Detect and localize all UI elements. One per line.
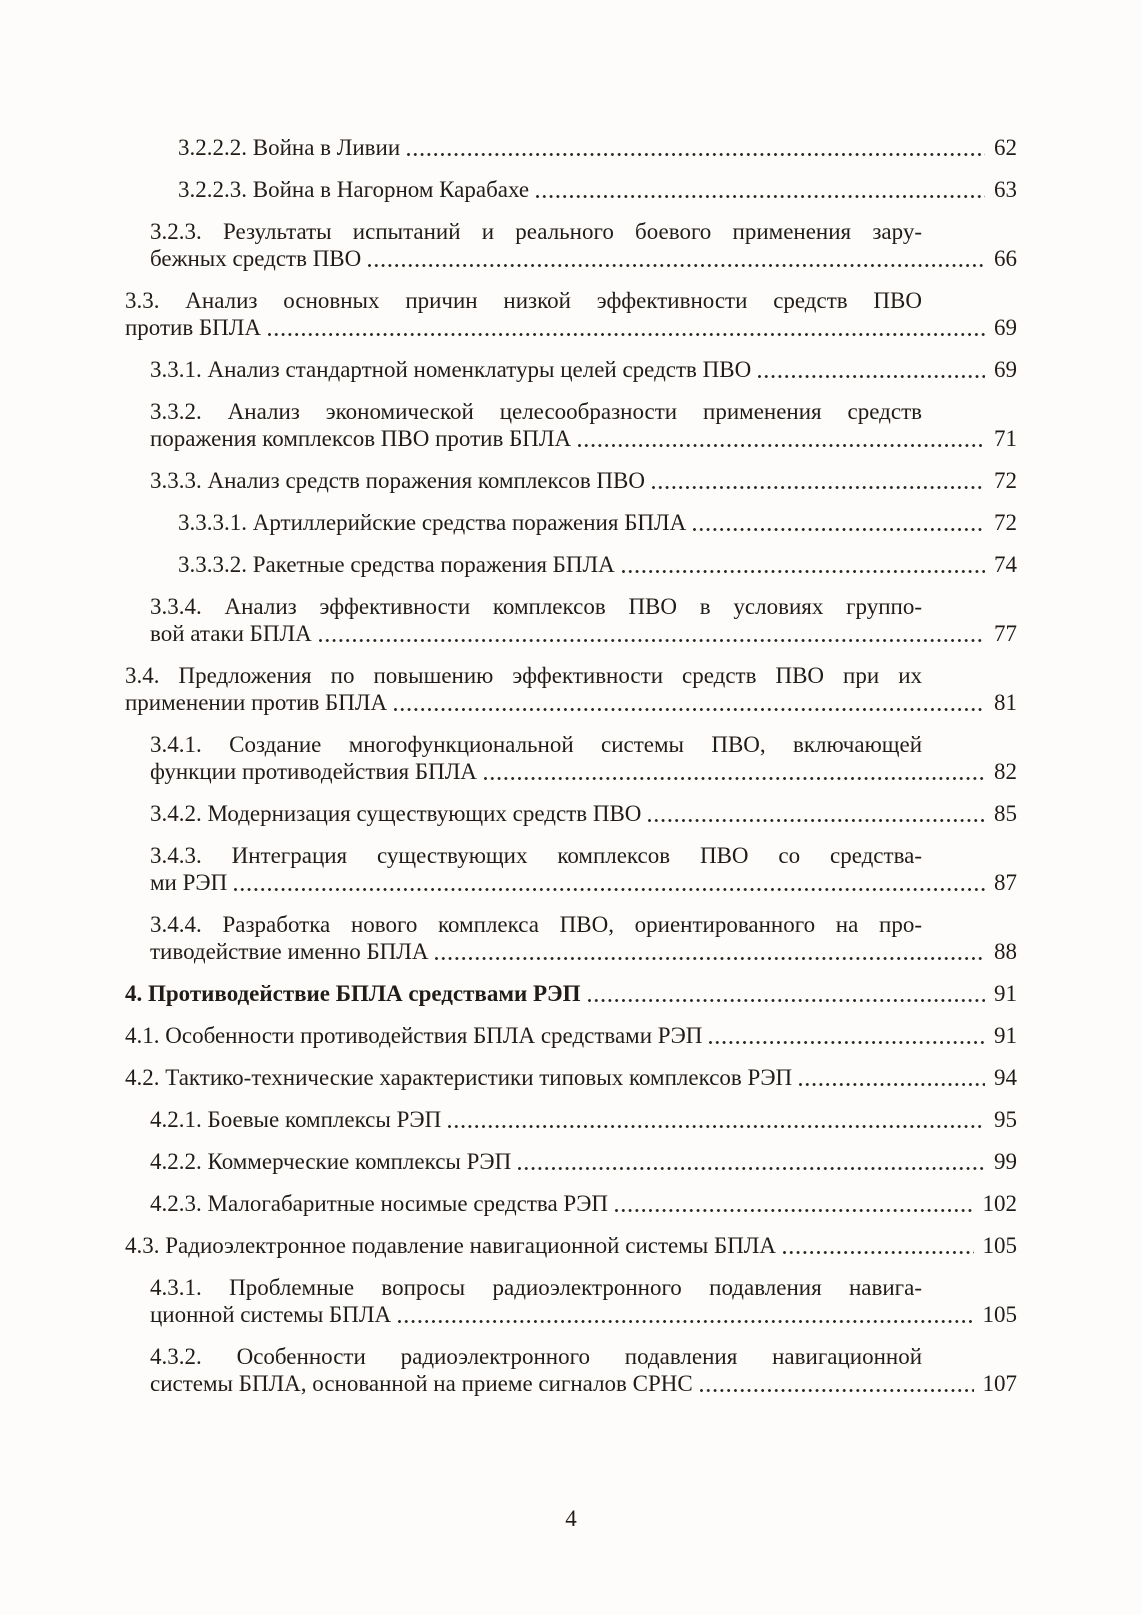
toc-entry-text: 4.2.1. Боевые комплексы РЭП — [150, 1107, 442, 1132]
dot-leader-icon — [686, 509, 994, 536]
toc-entry-page-number: 91 — [994, 981, 1017, 1006]
toc-entry-text-wrap: 3.2.3. Результаты испытаний и реального боевого применения зару- — [150, 219, 922, 244]
toc-entry-page-number: 107 — [982, 1371, 1017, 1396]
toc-entry-text-wrap: 3.3.2. Анализ экономической целесообразности применения средств — [150, 399, 922, 424]
toc-entry — [125, 980, 1017, 1007]
toc-entry-text: вой атаки БПЛА — [150, 621, 312, 646]
dot-leader-icon — [693, 1370, 983, 1397]
toc-entry-text-wrap: 3.4.3. Интеграция существующих комплексов ПВО со средства- — [150, 843, 922, 868]
dot-leader-icon — [441, 1106, 994, 1133]
toc-entry-page-number: 94 — [994, 1065, 1017, 1090]
toc-entry-last-line — [150, 1106, 1017, 1133]
dot-leader-icon — [571, 425, 994, 452]
toc-entry-last-line — [150, 467, 1017, 494]
dot-leader-icon — [608, 1190, 982, 1217]
toc-entry-last-line — [150, 356, 1017, 383]
toc-entry-text: ми РЭП — [150, 870, 228, 895]
dot-leader-icon — [428, 938, 994, 965]
toc-entry-text: бежных средств ПВО — [150, 246, 362, 271]
toc-entry-last-line — [178, 551, 1017, 578]
toc-entry-last-line — [150, 758, 1017, 785]
toc-entry-last-line — [150, 869, 1017, 896]
toc-entry-last-line — [125, 1232, 1017, 1259]
toc-entry — [178, 176, 1017, 203]
dot-leader-icon — [792, 1064, 994, 1091]
toc-entry-page-number: 105 — [982, 1302, 1017, 1327]
toc-entry-text: 4.2.3. Малогабаритные носимые средства РЭП — [150, 1191, 609, 1216]
toc-entry — [150, 800, 1017, 827]
toc-entry — [150, 593, 1017, 647]
toc-entry-page-number: 81 — [994, 690, 1017, 715]
toc-entry — [150, 731, 1017, 785]
toc-entry-last-line — [125, 980, 1017, 1007]
dot-leader-icon — [312, 620, 994, 647]
toc-entry-page-number: 63 — [994, 177, 1017, 202]
toc-entry-text-wrap: 3.4.4. Разработка нового комплекса ПВО, ориентированного на про- — [150, 912, 922, 937]
toc-entry-text: 4.2. Тактико-технические характеристики типовых комплексов РЭП — [125, 1065, 793, 1090]
toc-entry-page-number: 72 — [994, 510, 1017, 535]
toc-entry-text: 3.2.2.2. Война в Ливии — [178, 135, 401, 160]
toc-entry-last-line — [150, 1370, 1017, 1397]
toc-entry-text: системы БПЛА, основанной на приеме сигналов СРНС — [150, 1371, 693, 1396]
toc-entry-last-line — [150, 425, 1017, 452]
toc-entry — [150, 911, 1017, 965]
toc-entry-text: функции противодействия БПЛА — [150, 759, 477, 784]
toc-entry-last-line — [150, 245, 1017, 272]
dot-leader-icon — [529, 176, 994, 203]
toc-entry — [125, 1064, 1017, 1091]
toc-entry-last-line — [150, 1190, 1017, 1217]
toc-entry-text: 3.3.1. Анализ стандартной номенклатуры целей средств ПВО — [150, 357, 752, 382]
toc-entry-page-number: 71 — [994, 426, 1017, 451]
toc-entry-text: 3.4.2. Модернизация существующих средств ПВО — [150, 801, 642, 826]
toc-entry-text: 4. Противодействие БПЛА средствами РЭП — [125, 981, 581, 1006]
toc-entry-page-number: 95 — [994, 1107, 1017, 1132]
dot-leader-icon — [387, 689, 994, 716]
toc-entry-page-number: 85 — [994, 801, 1017, 826]
toc-entry — [178, 551, 1017, 578]
toc-entry-text: 3.3.3.1. Артиллерийские средства поражения БПЛА — [178, 510, 687, 535]
toc-entry-text: 3.2.2.3. Война в Нагорном Карабахе — [178, 177, 530, 202]
toc-entry — [150, 842, 1017, 896]
toc-entry-text-wrap: 3.3. Анализ основных причин низкой эффективности средств ПВО — [125, 288, 922, 313]
dot-leader-icon — [645, 467, 994, 494]
dot-leader-icon — [776, 1232, 982, 1259]
toc-entry-page-number: 69 — [994, 315, 1017, 340]
toc-entry — [150, 467, 1017, 494]
toc-entry-text: 4.1. Особенности противодействия БПЛА средствами РЭП — [125, 1023, 703, 1048]
toc-entry-page-number: 77 — [994, 621, 1017, 646]
toc-entry-page-number: 82 — [994, 759, 1017, 784]
dot-leader-icon — [361, 245, 994, 272]
toc-entry-last-line — [125, 1064, 1017, 1091]
toc-entry-page-number: 102 — [982, 1191, 1017, 1216]
toc-entry-text-wrap: 4.3.1. Проблемные вопросы радиоэлектронного подавления навига- — [150, 1275, 922, 1300]
toc-entry-text-wrap: 3.3.4. Анализ эффективности комплексов ПВО в условиях группо- — [150, 594, 922, 619]
toc-entry-text: применении против БПЛА — [125, 690, 388, 715]
toc-entry-page-number: 66 — [994, 246, 1017, 271]
toc-entry — [150, 1190, 1017, 1217]
dot-leader-icon — [751, 356, 994, 383]
toc-list — [125, 134, 1017, 1412]
toc-entry-last-line — [150, 938, 1017, 965]
toc-entry — [125, 287, 1017, 341]
dot-leader-icon — [702, 1022, 994, 1049]
toc-entry — [150, 218, 1017, 272]
toc-entry-page-number: 91 — [994, 1023, 1017, 1048]
toc-entry-text-wrap: 3.4. Предложения по повышению эффективности средств ПВО при их — [125, 663, 922, 688]
toc-entry — [150, 1274, 1017, 1328]
toc-entry-page-number: 87 — [994, 870, 1017, 895]
toc-entry-text-wrap: 3.4.1. Создание многофункциональной системы ПВО, включающей — [150, 732, 922, 757]
toc-entry — [178, 509, 1017, 536]
toc-entry-page-number: 99 — [994, 1149, 1017, 1174]
dot-leader-icon — [261, 314, 994, 341]
toc-entry-text: поражения комплексов ПВО против БПЛА — [150, 426, 572, 451]
toc-entry-page-number: 74 — [994, 552, 1017, 577]
toc-entry-last-line — [150, 1148, 1017, 1175]
toc-entry-last-line — [125, 1022, 1017, 1049]
toc-entry — [150, 398, 1017, 452]
dot-leader-icon — [615, 551, 994, 578]
dot-leader-icon — [400, 134, 994, 161]
toc-entry-last-line — [125, 689, 1017, 716]
toc-entry — [125, 1022, 1017, 1049]
dot-leader-icon — [391, 1301, 982, 1328]
toc-entry-page-number: 62 — [994, 135, 1017, 160]
toc-entry-page-number: 88 — [994, 939, 1017, 964]
toc-entry-text: 4.3. Радиоэлектронное подавление навигационной системы БПЛА — [125, 1233, 777, 1258]
dot-leader-icon — [511, 1148, 994, 1175]
dot-leader-icon — [227, 869, 994, 896]
toc-entry-last-line — [178, 176, 1017, 203]
toc-entry — [150, 1106, 1017, 1133]
toc-entry-page-number: 69 — [994, 357, 1017, 382]
dot-leader-icon — [581, 980, 994, 1007]
toc-entry — [178, 134, 1017, 161]
toc-entry-last-line — [178, 509, 1017, 536]
toc-entry — [150, 356, 1017, 383]
toc-entry-last-line — [150, 800, 1017, 827]
toc-entry-last-line — [178, 134, 1017, 161]
toc-entry-page-number: 72 — [994, 468, 1017, 493]
toc-entry-text: 4.2.2. Коммерческие комплексы РЭП — [150, 1149, 512, 1174]
dot-leader-icon — [477, 758, 994, 785]
toc-entry-text: тиводействие именно БПЛА — [150, 939, 429, 964]
toc-entry — [150, 1148, 1017, 1175]
dot-leader-icon — [641, 800, 994, 827]
toc-entry — [125, 662, 1017, 716]
toc-entry-text: ционной системы БПЛА — [150, 1302, 392, 1327]
toc-entry-last-line — [150, 620, 1017, 647]
toc-entry-last-line — [150, 1301, 1017, 1328]
toc-entry — [125, 1232, 1017, 1259]
toc-entry-text: 3.3.3. Анализ средств поражения комплексов ПВО — [150, 468, 645, 493]
toc-entry-page-number: 105 — [982, 1233, 1017, 1258]
toc-entry-text: 3.3.3.2. Ракетные средства поражения БПЛА — [178, 552, 615, 577]
toc-entry-text: против БПЛА — [125, 315, 262, 340]
toc-entry-text-wrap: 4.3.2. Особенности радиоэлектронного подавления навигационной — [150, 1344, 922, 1369]
toc-entry — [150, 1343, 1017, 1397]
page-footer-number: 4 — [565, 1506, 577, 1531]
toc-entry-last-line — [125, 314, 1017, 341]
